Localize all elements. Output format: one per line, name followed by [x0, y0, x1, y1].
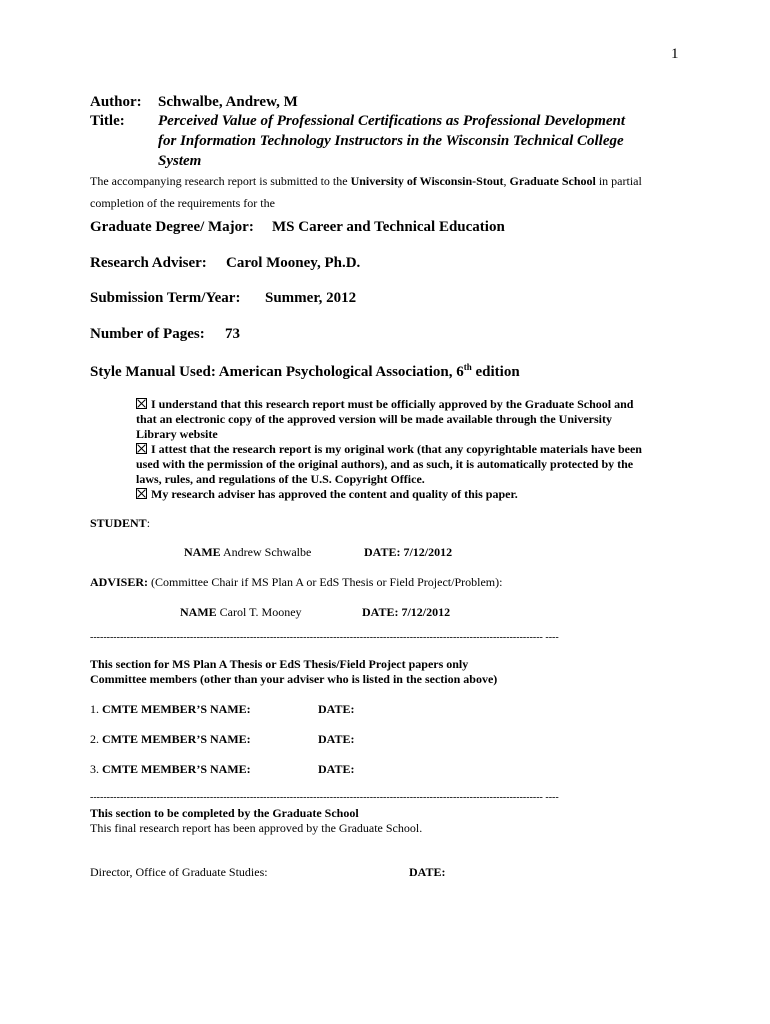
adviser-value: Carol Mooney, Ph.D. — [226, 255, 361, 271]
author-label: Author: — [90, 94, 142, 110]
title-line-1: Perceived Value of Professional Certifications as Professional Development — [158, 113, 626, 129]
title-label: Title: — [90, 113, 125, 129]
adviser-name: NAME Carol T. Mooney — [180, 605, 302, 619]
check-1-line-1: I understand that this research report must be officially approved by the Graduate School and — [136, 397, 633, 412]
checked-box-icon[interactable] — [136, 488, 147, 499]
director-label: Director, Office of Graduate Studies: — [90, 865, 268, 879]
committee-line-1: This section for MS Plan A Thesis or EdS Thesis/Field Project papers only — [90, 657, 469, 671]
page-number: 1 — [671, 46, 679, 62]
student-date: DATE: 7/12/2012 — [364, 545, 453, 559]
separator-2: ---------------------------------------------------------------------------------------------------------------------------------------- ---- — [90, 792, 559, 803]
separator-1: ---------------------------------------------------------------------------------------------------------------------------------------- ---- — [90, 632, 559, 643]
author-value: Schwalbe, Andrew, M — [158, 94, 298, 110]
title-line-2: for Information Technology Instructors in the Wisconsin Technical College — [158, 133, 624, 149]
graduate-heading: This section to be completed by the Graduate School — [90, 806, 359, 820]
committee-member-1: 1. CMTE MEMBER’S NAME: — [90, 702, 251, 716]
committee-date-3: DATE: — [318, 762, 355, 776]
check-1-line-2: that an electronic copy of the approved version will be made available through the University — [136, 412, 612, 426]
checked-box-icon[interactable] — [136, 398, 147, 409]
intro-line-1: The accompanying research report is submitted to the University of Wisconsin-Stout, Graduate School in partial — [90, 174, 642, 188]
check-2-line-3: laws, rules, and regulations of the U.S. Copyright Office. — [136, 472, 425, 486]
title-line-3: System — [158, 153, 202, 169]
degree-label: Graduate Degree/ Major: — [90, 219, 254, 235]
committee-member-3: 3. CMTE MEMBER’S NAME: — [90, 762, 251, 776]
graduate-text: This final research report has been approved by the Graduate School. — [90, 821, 423, 835]
adviser-label: Research Adviser: — [90, 255, 207, 271]
check-2-line-2: used with the permission of the original authors), and as such, it is automatically protected by the — [136, 457, 634, 471]
check-2-line-1: I attest that the research report is my original work (that any copyrightable materials have been — [136, 442, 642, 457]
term-label: Submission Term/Year: — [90, 290, 241, 306]
intro-line-2: completion of the requirements for the — [90, 196, 275, 210]
degree-value: MS Career and Technical Education — [272, 219, 505, 235]
committee-line-2: Committee members (other than your adviser who is listed in the section above) — [90, 672, 498, 686]
checked-box-icon[interactable] — [136, 443, 147, 454]
check-1-line-3: Library website — [136, 427, 218, 441]
adviser-date: DATE: 7/12/2012 — [362, 605, 451, 619]
committee-date-1: DATE: — [318, 702, 355, 716]
adviser-heading: ADVISER: (Committee Chair if MS Plan A or EdS Thesis or Field Project/Problem): — [90, 575, 503, 589]
term-value: Summer, 2012 — [265, 290, 357, 306]
check-3: My research adviser has approved the content and quality of this paper. — [136, 487, 518, 502]
committee-member-2: 2. CMTE MEMBER’S NAME: — [90, 732, 251, 746]
style-manual: Style Manual Used: American Psychological Association, 6th edition — [90, 362, 520, 380]
pages-value: 73 — [225, 326, 240, 342]
student-heading: STUDENT: — [90, 516, 151, 530]
committee-date-2: DATE: — [318, 732, 355, 746]
pages-label: Number of Pages: — [90, 326, 205, 342]
student-name: NAME Andrew Schwalbe — [184, 545, 312, 559]
director-date: DATE: — [409, 865, 446, 879]
